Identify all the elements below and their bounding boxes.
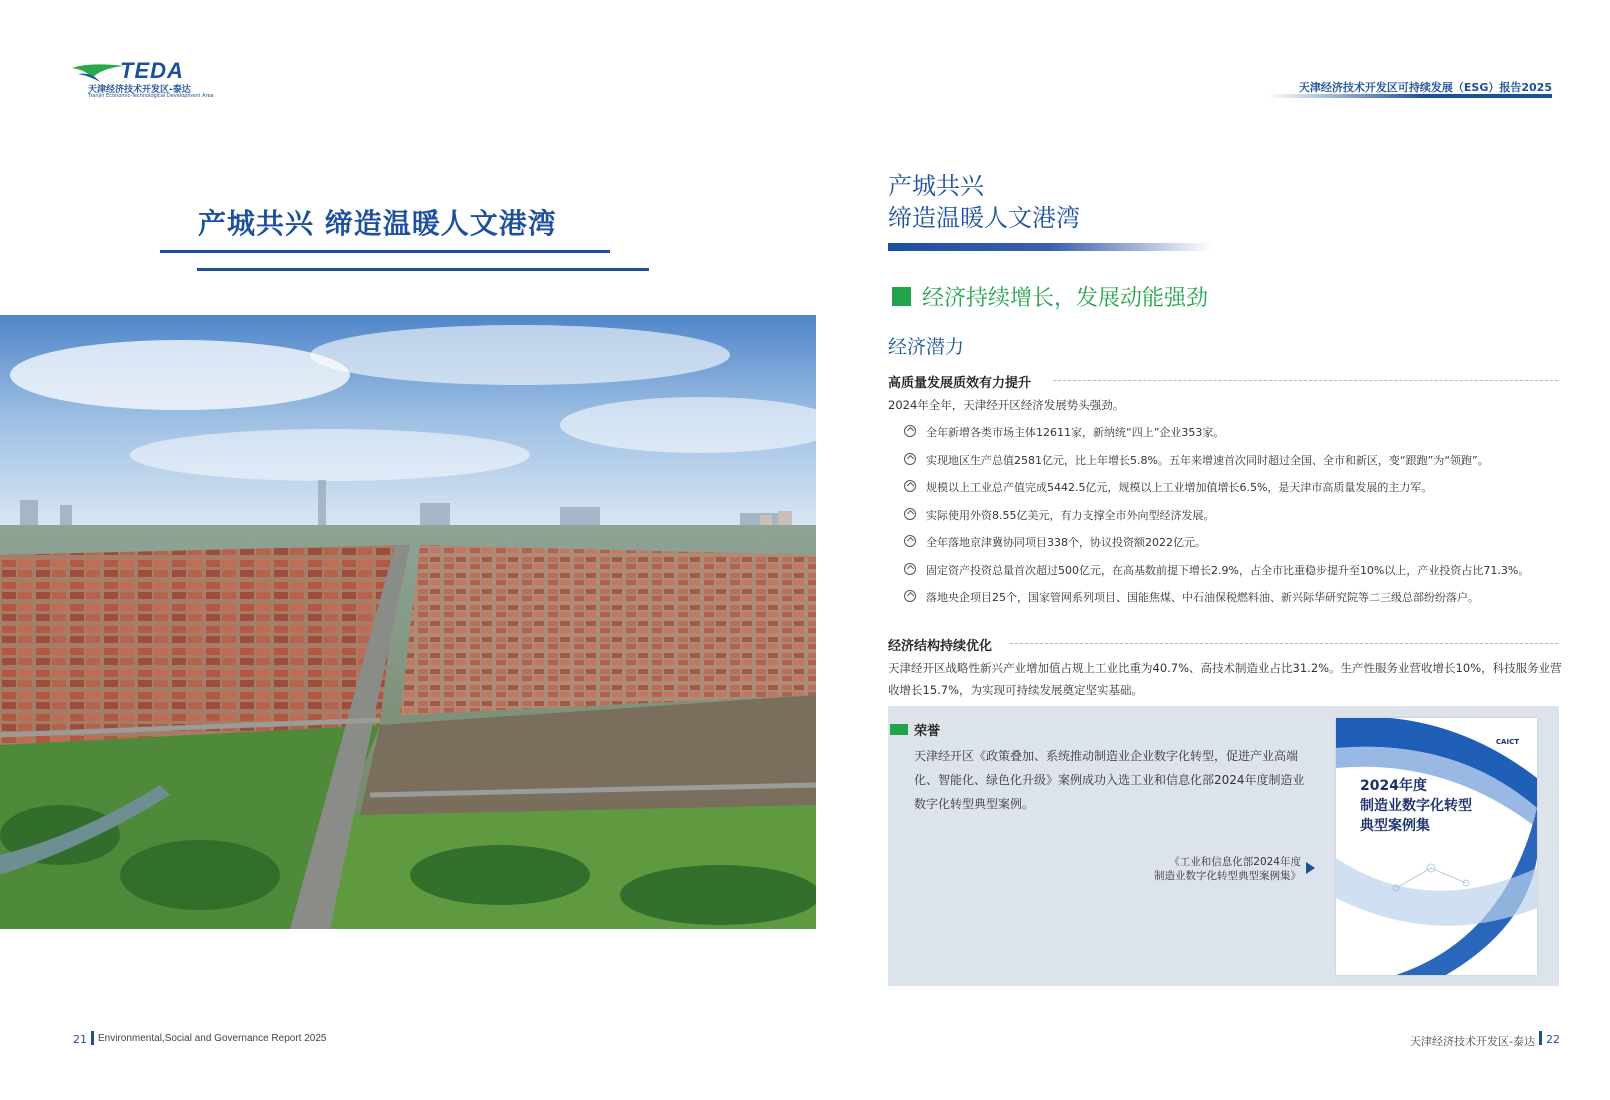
- chevron-up-circle-icon: [904, 508, 916, 520]
- list-item: [904, 452, 1564, 480]
- footer-right-text: 天津经济技术开发区-泰达: [1410, 1035, 1535, 1048]
- bullet-text: 固定资产投资总量首次超过500亿元，在高基数前提下增长2.9%，占全市比重稳步提升至10%以上，产业投资占比71.3%。: [926, 563, 1530, 577]
- left-page-number: 21: [73, 1033, 87, 1046]
- caption-line1: 《工业和信息化部2024年度: [1169, 856, 1301, 868]
- logo-wing-icon: [72, 62, 124, 84]
- chevron-up-circle-icon: [904, 425, 916, 437]
- footer-divider-left: [91, 1031, 94, 1045]
- book-title-line1: 2024年度: [1360, 778, 1427, 794]
- bullet-text: 全年新增各类市场主体12611家，新纳统“四上”企业353家。: [926, 426, 1225, 439]
- header-rule: [1267, 94, 1552, 98]
- block2-heading: 经济结构持续优化: [888, 639, 993, 654]
- aerial-photo-illustration: [0, 315, 816, 929]
- logo-en-name: Tianjin Economic-Technological Development Area: [88, 93, 214, 99]
- block1-intro: 2024年全年，天津经开区经济发展势头强劲。: [888, 398, 1125, 412]
- triangle-right-icon: [1306, 862, 1315, 874]
- book-title-line2: 制造业数字化转型: [1360, 798, 1472, 814]
- book-title: [1360, 776, 1472, 836]
- logo-cn-name: 天津经济技术开发区-泰达: [88, 85, 191, 95]
- chevron-up-circle-icon: [904, 453, 916, 465]
- right-title-line2: 缔造温暖人文港湾: [888, 204, 1080, 232]
- list-item: [904, 562, 1564, 590]
- chevron-up-circle-icon: [904, 535, 916, 547]
- section-title: 经济持续增长，发展动能强劲: [922, 286, 1209, 311]
- chevron-up-circle-icon: [904, 480, 916, 492]
- right-page-number: 22: [1546, 1033, 1560, 1046]
- chevron-up-circle-icon: [904, 563, 916, 575]
- section-square-marker: [892, 287, 911, 306]
- honor-label: 荣誉: [914, 724, 941, 739]
- chevron-up-circle-icon: [904, 590, 916, 602]
- bullet-text: 实际使用外资8.55亿美元，有力支撑全市外向型经济发展。: [926, 508, 1215, 522]
- caption-line2: 制造业数字化转型典型案例集》: [1154, 870, 1301, 882]
- list-item: [904, 589, 1564, 617]
- list-item: [904, 479, 1564, 507]
- block2-dotted-rule: [1010, 643, 1558, 644]
- bullet-text: 规模以上工业总产值完成5442.5亿元，规模以上工业增加值增长6.5%，是天津市高质量发展的主力军。: [926, 481, 1433, 494]
- block2-paragraph: 天津经开区战略性新兴产业增加值占规上工业比重为40.7%、高技术制造业占比31.2%。生产性服务业营收增长10%，科技服务业营收增长15.7%，为实现可持续发展奠定坚实基础。: [888, 661, 1562, 697]
- list-item: [904, 507, 1564, 535]
- footer-divider-right: [1539, 1031, 1542, 1045]
- book-title-line3: 典型案例集: [1360, 818, 1430, 834]
- left-page-title: 产城共兴 缔造温暖人文港湾: [198, 207, 557, 240]
- subsection-title: 经济潜力: [888, 336, 965, 358]
- block1-heading: 高质量发展质效有力提升: [888, 376, 1032, 391]
- bullet-text: 全年落地京津冀协同项目338个，协议投资额2022亿元。: [926, 536, 1206, 549]
- footer-left-text: Environmental,Social and Governance Report 2025: [98, 1033, 327, 1044]
- block1-dotted-rule: [1053, 380, 1558, 381]
- honor-marker: [890, 724, 908, 735]
- bullet-text: 实现地区生产总值2581亿元，比上年增长5.8%。五年来增速首次同时超过全国、全市和新区，变“跟跑”为“领跑”。: [926, 453, 1489, 467]
- logo-wordmark: TEDA: [120, 58, 184, 83]
- honor-paragraph: 天津经开区《政策叠加、系统推动制造业企业数字化转型，促进产业高端化、智能化、绿色化升级》案例成功入选工业和信息化部2024年度制造业数字化转型典型案例。: [914, 749, 1305, 811]
- report-title: 天津经济技术开发区可持续发展（ESG）报告2025: [1298, 81, 1552, 94]
- aerial-city-photo: [0, 315, 816, 929]
- left-title-rule-top: [160, 250, 610, 253]
- bullet-list: [904, 424, 1564, 617]
- right-title-line1: 产城共兴: [888, 172, 984, 200]
- book-publisher: CAICT: [1495, 738, 1519, 746]
- book-caption: [1105, 855, 1301, 883]
- list-item: [904, 534, 1564, 562]
- right-title-rule: [888, 243, 1213, 251]
- right-page-title: [888, 170, 1080, 234]
- book-cover: [1336, 718, 1537, 975]
- teda-logo: [72, 58, 214, 102]
- list-item: [904, 424, 1564, 452]
- bullet-text: 落地央企项目25个，国家管网系列项目、国能焦煤、中石油保税燃料油、新兴际华研究院等二三级总部纷纷落户。: [926, 591, 1479, 604]
- left-title-rule-bottom: [197, 268, 649, 271]
- book-cover-wave-illustration: [1336, 718, 1537, 975]
